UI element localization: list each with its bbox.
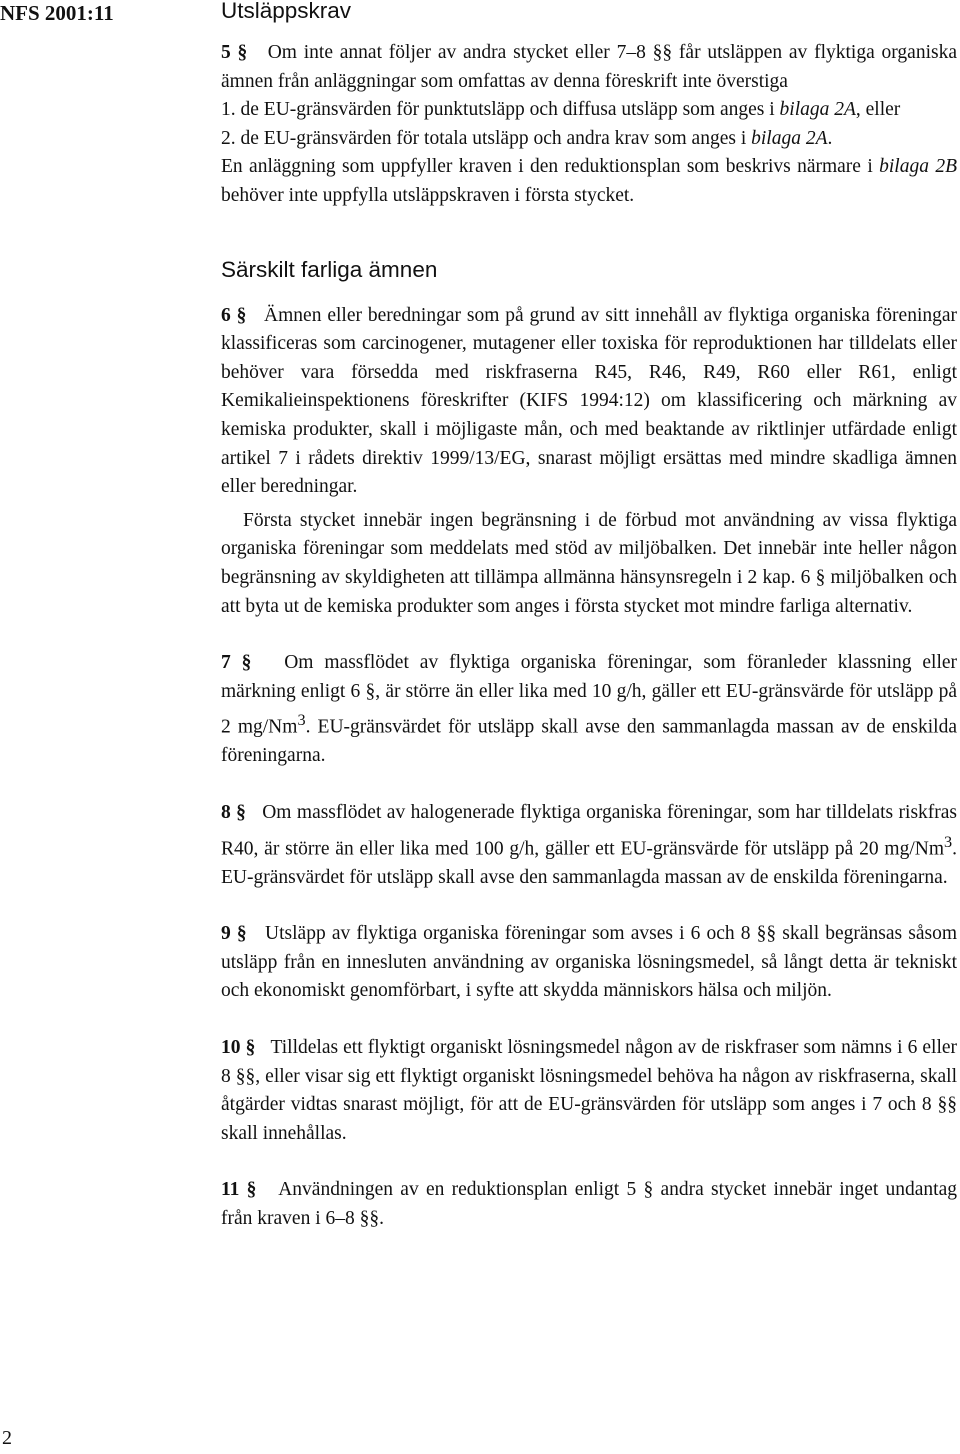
paragraph-number: 7 § xyxy=(221,652,252,674)
requirement-list xyxy=(221,96,957,153)
paragraph-text: Tilldelas ett flyktigt organiskt lösningsmedel någon av de riskfraser som nämns i 6 eller 8 §§, eller visar sig ett flyktigt organiskt lösningsmedel behöva ha någon av riskfraserna, skall åtgärder vidtas snarast möjligt, för att de EU-gränsvärden för utsläpp som anges i 7 och 8 §§ skall innehållas. xyxy=(221,1037,958,1144)
section-title-sarskilt-farliga-amnen: Särskilt farliga ämnen xyxy=(221,256,438,282)
paragraph-number: 11 § xyxy=(221,1179,257,1201)
paragraph-number: 10 § xyxy=(221,1037,256,1059)
paragraph-8: 8 § Om massflödet av halogenerade flyktiga organiska föreningar, som har tilldelats riskfras R40, är större än eller lika med 100 g/h, gäller ett EU-gränsvärde för utsläpp på 20 mg/Nm$^3$. EU-gränsvärdet för utsläpp skall avse den sammanlagda massan av de enskilda föreningarna. xyxy=(221,801,958,888)
paragraph-number: 5 § xyxy=(221,42,248,63)
paragraph-number: 9 § xyxy=(221,923,247,945)
paragraph-text: Användningen av en reduktionsplan enligt 5 § andra stycket innebär inget undantag från kraven i 6–8 §§. xyxy=(221,1179,957,1229)
paragraph-6 xyxy=(221,302,957,502)
document-code: NFS 2001:11 xyxy=(0,1,114,25)
paragraph-number: 6 § xyxy=(221,304,247,326)
paragraph-number: 8 § xyxy=(221,801,246,823)
paragraph-7: 7 § Om massflödet av flyktiga organiska föreningar, som föranleder klassning eller märkning enligt 6 §, är större än eller lika med 10 g/h, gäller ett EU-gränsvärde för utsläpp på 2 mg/Nm$^3$. EU-gränsvärdet för utsläpp skall avse den sammanlagda massan av de enskilda föreningarna. xyxy=(221,652,958,767)
paragraph-text: Ämnen eller beredningar som på grund av sitt innehåll av flyktiga organiska föreningar klassificeras som carcinogener, mutagener eller toxiska för reproduktionen har tilldelats eller behöver vara försedda med riskfraserna R45, R46, R49, R60 eller R61, enligt Kemikalieinspektionens föreskrifter (KIFS 1994:12) om klassificering och märkning av kemiska produkter, skall i möjligaste mån, och med beaktande av riktlinjer utfärdade enligt artikel 7 i rådets direktiv 1999/13/EG, snarast möjligt ersättas med mindre skadliga ämnen eller beredningar. xyxy=(221,304,958,498)
document-body xyxy=(221,0,957,1234)
paragraph-11 xyxy=(221,1176,957,1233)
paragraph-text: Utsläpp av flyktiga organiska föreningar som avses i 6 och 8 §§ skall begränsas såsom utsläpp från en innesluten användning av organiska lösningsmedel, så långt detta är tekniskt och ekonomiskt genomförbart, i syfte att skydda människors hälsa och miljön. xyxy=(221,923,958,1002)
paragraph-5 xyxy=(221,39,957,96)
paragraph-10 xyxy=(221,1034,957,1148)
paragraph-text: Om inte annat följer av andra stycket eller 7–8 §§ får utsläppen av flyktiga organiska ämnen från anläggningar som omfattas av denna föreskrift inte överstiga xyxy=(221,42,958,92)
paragraph-5-second: En anläggning som uppfyller kraven i den reduktionsplan som beskrivs närmare i bilaga 2B behöver inte uppfylla utsläppskraven i första stycket. xyxy=(221,156,957,206)
paragraph-9 xyxy=(221,920,957,1006)
section-title-utslappskrav: Utsläppskrav xyxy=(221,0,352,23)
paragraph-6-second: Första stycket innebär ingen begränsning i de förbud mot användning av vissa flyktiga organiska föreningar som meddelats med stöd av miljöbalken. Det innebär inte heller någon begränsning av skyldigheten att tillämpa allmänna hänsynsregeln i 2 kap. 6 § miljöbalken och att byta ut de kemiska produkter som anges i första stycket mot mindre farliga alternativ. xyxy=(221,509,957,617)
page-number: 2 xyxy=(2,1427,12,1449)
list-item: 2. de EU-gränsvärden för totala utsläpp och andra krav som anges i bilaga 2A. xyxy=(221,127,833,149)
list-item: 1. de EU-gränsvärden för punktutsläpp och diffusa utsläpp som anges i bilaga 2A, eller xyxy=(221,99,901,121)
